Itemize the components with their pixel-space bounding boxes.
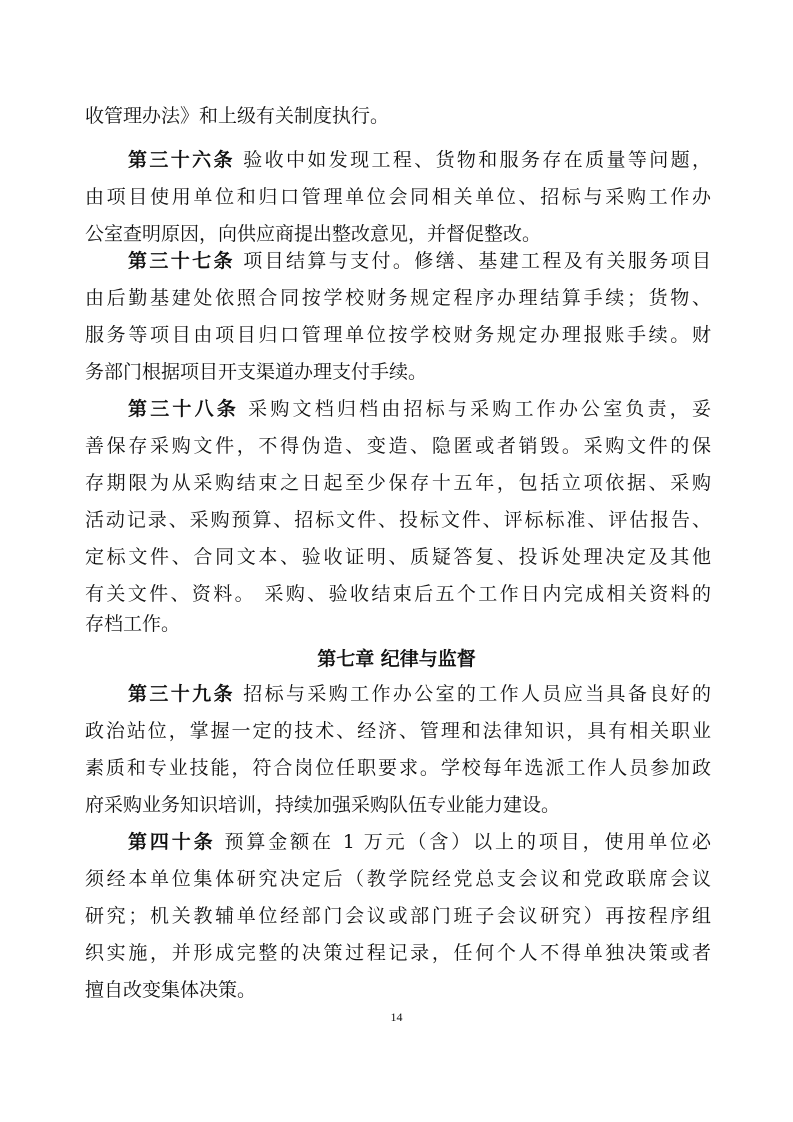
- paragraph-line: 府采购业务知识培训，持续加强采购队伍专业能力建设。: [85, 794, 561, 816]
- article-38-line: 第三十八条 采购文档归档由招标与采购工作办公室负责，妥: [128, 398, 711, 420]
- article-38-heading: 第三十八条: [128, 398, 239, 420]
- paragraph-line: 服务等项目由项目归口管理单位按学校财务规定办理报账手续。财: [85, 324, 711, 346]
- article-36-line: 第三十六条 验收中如发现工程、货物和服务存在质量等问题，: [128, 149, 711, 171]
- article-39-line: 第三十九条 招标与采购工作办公室的工作人员应当具备良好的: [128, 683, 711, 705]
- chapter-title: 第七章 纪律与监督: [317, 648, 476, 670]
- paragraph-line: 有关文件、资料。 采购、验收结束后五个工作日内完成相关资料的: [85, 583, 711, 605]
- paragraph-line: 由项目使用单位和归口管理单位会同相关单位、招标与采购工作办: [85, 186, 711, 208]
- article-40-heading: 第四十条: [128, 831, 216, 853]
- paragraph-line: 政治站位，掌握一定的技术、经济、管理和法律知识，具有相关职业: [85, 720, 711, 742]
- article-37-heading: 第三十七条: [128, 250, 235, 272]
- paragraph-line: 存期限为从采购结束之日起至少保存十五年，包括立项依据、采购: [85, 472, 711, 494]
- paragraph-line: 善保存采购文件，不得伪造、变造、隐匿或者销毁。采购文件的保: [85, 435, 711, 457]
- paragraph-line: 由后勤基建处依照合同按学校财务规定程序办理结算手续；货物、: [85, 287, 711, 309]
- page-number: 14: [390, 1010, 403, 1024]
- paragraph-line: 收管理办法》和上级有关制度执行。: [85, 105, 390, 127]
- paragraph-line: 素质和专业技能，符合岗位任职要求。学校每年选派工作人员参加政: [85, 757, 711, 779]
- paragraph-line: 务部门根据项目开支渠道办理支付手续。: [85, 361, 428, 383]
- article-37-line: 第三十七条 项目结算与支付。修缮、基建工程及有关服务项目: [128, 250, 711, 272]
- paragraph-line: 须经本单位集体研究决定后（教学院经党总支会议和党政联席会议: [85, 868, 711, 890]
- article-40-line: 第四十条 预算金额在 1 万元（含）以上的项目，使用单位必: [128, 831, 711, 853]
- paragraph-line: 研究；机关教辅单位经部门会议或部门班子会议研究）再按程序组: [85, 905, 711, 927]
- paragraph-line: 公室查明原因，向供应商提出整改意见，并督促整改。: [85, 223, 542, 245]
- paragraph-line: 织实施，并形成完整的决策过程记录，任何个人不得单独决策或者: [85, 942, 711, 964]
- paragraph-line: 擅自改变集体决策。: [85, 979, 257, 1001]
- paragraph-line: 定标文件、合同文本、验收证明、质疑答复、投诉处理决定及其他: [85, 546, 711, 568]
- paragraph-line: 活动记录、采购预算、招标文件、投标文件、评标标准、评估报告、: [85, 509, 711, 531]
- article-36-heading: 第三十六条: [128, 149, 235, 171]
- paragraph-line: 存档工作。: [85, 613, 181, 635]
- article-39-heading: 第三十九条: [128, 683, 235, 705]
